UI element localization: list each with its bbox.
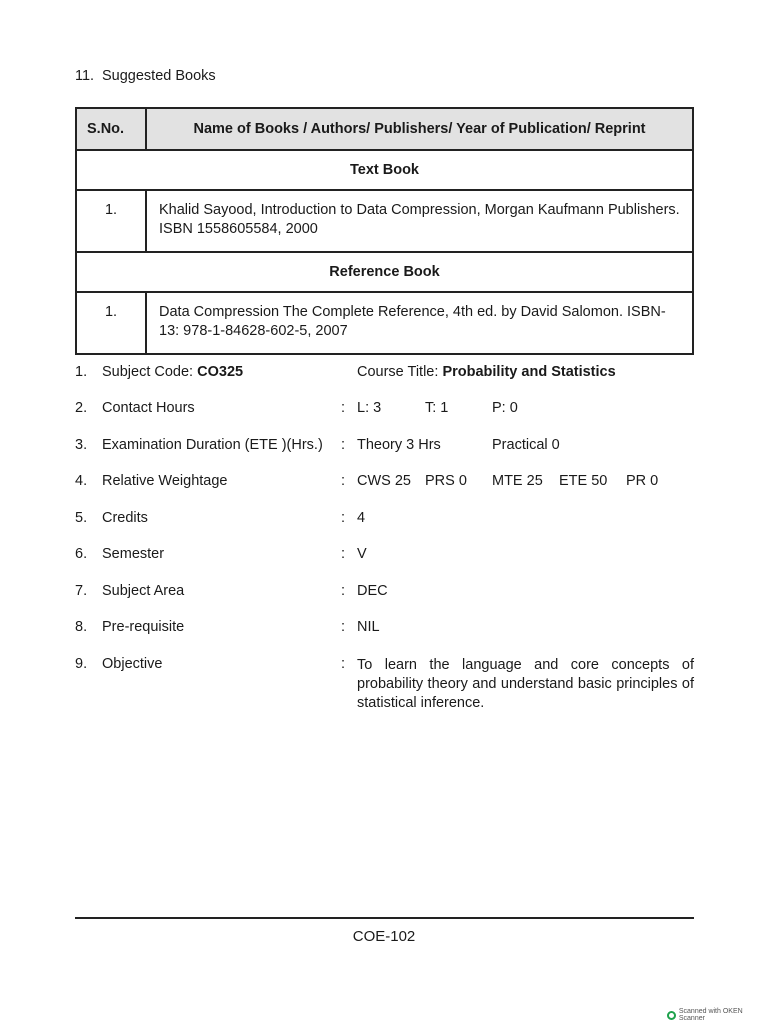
weightage-mte: MTE 25 (492, 473, 543, 489)
prerequisite-label: Pre-requisite (102, 619, 185, 635)
objective-label: Objective (102, 656, 163, 672)
section-title: Suggested Books (102, 68, 216, 84)
item-number: 1. (75, 364, 88, 380)
colon: : (341, 656, 346, 672)
course-title (357, 364, 616, 380)
row-sno: 1. (76, 292, 146, 354)
reference-book-heading: Reference Book (76, 252, 693, 292)
exam-duration-label: Examination Duration (ETE )(Hrs.) (102, 437, 323, 453)
colon: : (341, 583, 346, 599)
prerequisite-row (75, 619, 695, 639)
theory-duration: Theory 3 Hrs (357, 437, 441, 453)
semester-row (75, 546, 695, 566)
colon: : (341, 619, 346, 635)
page-code: COE-102 (352, 928, 416, 945)
weightage-ete: ETE 50 (559, 473, 608, 489)
book-entry (146, 190, 693, 252)
weightage-label: Relative Weightage (102, 473, 228, 489)
colon: : (341, 510, 346, 526)
colon: : (341, 400, 346, 416)
book-entry-line: Khalid Sayood, Introduction to Data Compression, Morgan Kaufmann Publishers. (159, 202, 680, 218)
scanner-watermark (667, 1008, 768, 1022)
item-number: 7. (75, 583, 88, 599)
table-header-row (76, 108, 693, 150)
tutorial-hours: T: 1 (425, 400, 449, 416)
reference-book-heading-row (76, 252, 693, 292)
credits-label: Credits (102, 510, 148, 526)
table-row (76, 190, 693, 252)
scanner-logo-icon (667, 1011, 676, 1020)
subject-code-label: Subject Code: (102, 364, 194, 380)
text-book-heading: Text Book (76, 150, 693, 190)
course-title-label: Course Title: (357, 364, 439, 380)
colon: : (341, 473, 346, 489)
colon: : (341, 546, 346, 562)
weightage-cws: CWS 25 (357, 473, 411, 489)
subject-area-value: DEC (357, 583, 388, 599)
semester-label: Semester (102, 546, 165, 562)
credits-value: 4 (357, 510, 366, 526)
item-number: 3. (75, 437, 88, 453)
books-table (75, 107, 694, 355)
footer-divider (75, 917, 694, 919)
book-entry (146, 292, 693, 354)
practical-duration: Practical 0 (492, 437, 560, 453)
weightage-pr: PR 0 (626, 473, 659, 489)
book-entry-line: Data Compression The Complete Reference, 4th ed. by David Salomon. ISBN- (159, 304, 666, 320)
relative-weightage-row (75, 473, 695, 493)
subject-area-row (75, 583, 695, 603)
table-row (76, 292, 693, 354)
row-sno: 1. (76, 190, 146, 252)
credits-row (75, 510, 695, 530)
section-number: 11. (75, 68, 95, 84)
prerequisite-value: NIL (357, 619, 380, 635)
exam-duration-row (75, 437, 695, 457)
header-sno: S.No. (76, 108, 146, 150)
contact-hours-label: Contact Hours (102, 400, 195, 416)
subject-area-label: Subject Area (102, 583, 185, 599)
lecture-hours: L: 3 (357, 400, 382, 416)
item-number: 6. (75, 546, 88, 562)
subject-code (102, 364, 243, 380)
objective-text: To learn the language and core concepts of probability theory and understand basic principles of statistical inference. (357, 657, 694, 711)
book-entry-line: ISBN 1558605584, 2000 (159, 221, 318, 237)
subject-code-value: CO325 (197, 364, 244, 380)
header-book-name: Name of Books / Authors/ Publishers/ Year of Publication/ Reprint (146, 108, 693, 150)
text-book-heading-row (76, 150, 693, 190)
practical-hours: P: 0 (492, 400, 518, 416)
weightage-prs: PRS 0 (425, 473, 467, 489)
course-title-value: Probability and Statistics (442, 364, 616, 380)
item-number: 5. (75, 510, 88, 526)
scanner-watermark-text: Scanned with OKEN Scanner (678, 1008, 743, 1022)
colon: : (341, 437, 346, 453)
item-number: 4. (75, 473, 88, 489)
item-number: 9. (75, 656, 88, 672)
section-heading (75, 68, 216, 84)
semester-value: V (357, 546, 367, 562)
book-entry-line: 13: 978-1-84628-602-5, 2007 (159, 323, 348, 339)
subject-code-row (75, 364, 695, 384)
item-number: 2. (75, 400, 88, 416)
item-number: 8. (75, 619, 88, 635)
contact-hours-row (75, 400, 695, 420)
